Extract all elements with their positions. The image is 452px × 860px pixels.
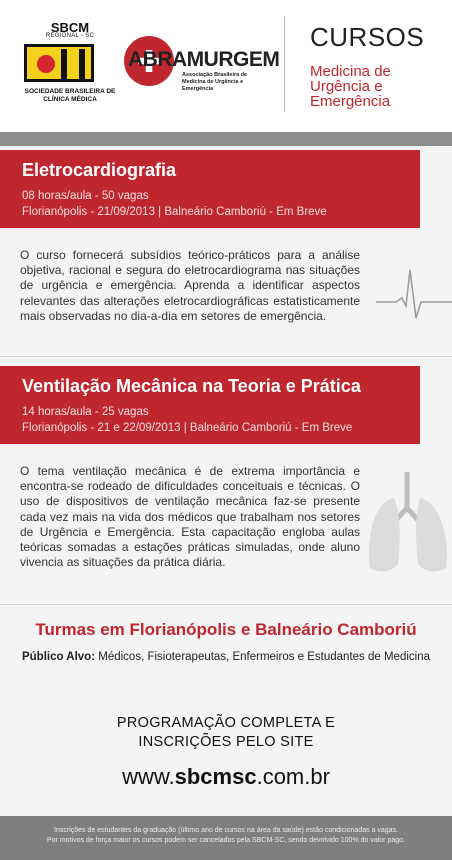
header-divider xyxy=(284,16,285,112)
course-description: O tema ventilação mecânica é de extrema importância e encontra-se rodeado de dificuldades conceituais e técnicas. O uso de dispositivos de ventilação mecânica faz-se presente cada vez mais na vida dos médicos que trabalham nos setores de Urgência e Emergência. Esta capacitação engloba aulas teóricas somadas a estações práticas simuladas, onde aluno vivencia as situações da prática diária. xyxy=(20,464,360,570)
turmas-heading: Turmas em Florianópolis e Balneário Camboriú xyxy=(35,620,417,639)
sbcm-name: SBCM xyxy=(50,20,90,35)
course-title: Ventilação Mecânica na Teoria e Prática xyxy=(22,376,361,396)
course-meta-dates: Florianópolis - 21/09/2013 | Balneário Camboriú - Em Breve xyxy=(22,206,327,218)
page-subtitle: Medicina de Urgência e Emergência xyxy=(310,63,391,110)
header xyxy=(0,0,452,132)
course-banner-ventilacao xyxy=(0,366,420,444)
site-domain: sbcmsc xyxy=(174,764,257,789)
section-divider xyxy=(0,356,452,357)
course-title: Eletrocardiografia xyxy=(22,160,177,180)
sbcm-regional: REGIONAL - SC xyxy=(45,33,95,39)
program-line-2: INSCRIÇÕES PELO SITE xyxy=(138,734,314,750)
lungs-icon xyxy=(362,468,452,578)
site-prefix: www. xyxy=(122,764,175,789)
course-meta-dates: Florianópolis - 21 e 22/09/2013 | Balneário Camboriú - Em Breve xyxy=(22,422,353,434)
footer-disclaimer xyxy=(0,816,452,860)
target-audience-text: Médicos, Fisioterapeutas, Enfermeiros e Estudantes de Medicina xyxy=(95,651,430,663)
sbcm-full-name: SOCIEDADE BRASILEIRA DE CLÍNICA MÉDICA xyxy=(24,88,116,103)
program-line-1: PROGRAMAÇÃO COMPLETA E xyxy=(116,715,336,731)
abramurgem-logo xyxy=(124,36,280,106)
website-link[interactable] xyxy=(0,764,452,790)
abramurgem-full-name: Associação Brasileira de Medicina de Urgência e Emergência xyxy=(182,72,248,92)
footer-line-2: Por motivos de força maior os cursos podem ser cancelados pela SBCM-SC, sendo devolvido 100% do valor pago. xyxy=(47,837,405,844)
section-divider xyxy=(0,604,452,605)
course-meta-hours: 14 horas/aula - 25 vagas xyxy=(22,406,149,418)
ecg-wave-icon xyxy=(376,268,452,320)
target-audience xyxy=(0,651,452,663)
site-suffix: .com.br xyxy=(256,764,330,789)
abramurgem-name: ABRAMURGEM xyxy=(128,48,280,71)
course-description: O curso fornecerá subsídios teórico-práticos para a análise objetiva, racional e segura do eletrocardiograma nas situações de urgência e emergência. Aprenda a identificar aspectos relevantes das alterações eletrocardiográficas estatisticamente mais observadas no dia-a-dia em setores de emergência. xyxy=(20,248,360,323)
page-title: CURSOS xyxy=(310,22,425,52)
course-banner-eletrocardiografia xyxy=(0,150,420,228)
target-audience-label: Público Alvo: xyxy=(21,651,96,663)
sbcm-emblem-icon xyxy=(24,44,94,82)
sbcm-logo xyxy=(20,20,120,112)
header-band xyxy=(0,132,452,146)
course-meta-hours: 08 horas/aula - 50 vagas xyxy=(22,190,149,202)
footer-line-1: Inscrições de estudantes da graduação (último ano de cursos na área da saúde) estão condicionadas a vagas. xyxy=(54,827,398,834)
program-info xyxy=(0,714,452,752)
